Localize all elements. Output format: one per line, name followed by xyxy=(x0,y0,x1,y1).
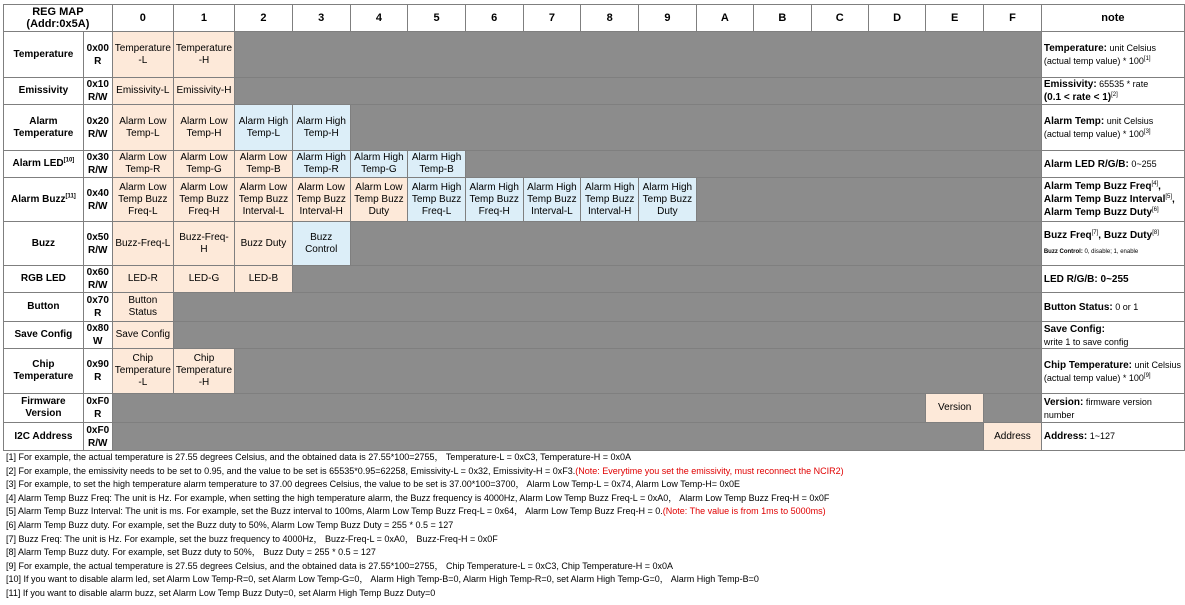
register-row xyxy=(4,222,1185,266)
register-name xyxy=(4,423,84,451)
register-cell: LED-B xyxy=(235,266,293,293)
footnote-text: [11] If you want to disable alarm buzz, set Alarm Low Temp Buzz Duty=0, set Alarm High Temp Buzz Duty=0 xyxy=(6,587,436,598)
register-name-text: Alarm LED xyxy=(12,158,64,169)
register-cell: Alarm High Temp-H xyxy=(292,105,350,151)
register-name-text: Firmware Version xyxy=(21,396,66,419)
address-value: 0x70 xyxy=(86,295,109,306)
footnote-text: [3] For example, to set the high temperature alarm temperature to 37.00 degrees Celsius, the value to be set is 37.00*100=3700， Alarm Low Temp-L = 0x74, Alarm Low Temp-H= 0x0E xyxy=(6,479,740,490)
footnote-line xyxy=(6,519,1181,533)
footnote-ref: [8] xyxy=(1152,230,1159,236)
unused-cells xyxy=(173,293,1041,322)
register-cell: LED-G xyxy=(173,266,234,293)
address-value: 0x60 xyxy=(86,267,109,278)
footnote-ref: [3] xyxy=(1143,129,1151,135)
note-line xyxy=(1044,115,1182,128)
register-cell: Buzz-Freq-H xyxy=(173,222,234,266)
footnote-text: [2] For example, the emissivity needs to be set to 0.95, and the value to be set is 65535*0.95=62258, Emissivity-L = 0x32, Emissivity-H = 0xF3. xyxy=(6,465,576,476)
column-header: 7 xyxy=(523,5,581,32)
footnote-text: [10] If you want to disable alarm led, set Alarm Low Temp-R=0, set Alarm Low Temp-G=0， Alarm High Temp-B=0, Alarm High Temp-R=0, set Alarm High Temp-G=0， Alarm High Temp-B=0 xyxy=(6,574,759,585)
note-line xyxy=(1044,336,1182,348)
header-title: REG MAP (Addr:0x5A) xyxy=(4,5,113,32)
note-line xyxy=(1044,180,1182,219)
note-text: unit Celsius xyxy=(1104,116,1154,126)
note-line xyxy=(1044,229,1182,242)
register-name xyxy=(4,151,84,178)
footnote-line xyxy=(6,560,1181,574)
register-row xyxy=(4,266,1185,293)
register-cell: Alarm Low Temp-R xyxy=(112,151,173,178)
register-address xyxy=(83,32,112,78)
address-value: 0x90 xyxy=(86,359,109,370)
column-header: A xyxy=(696,5,753,32)
register-note xyxy=(1041,322,1184,349)
register-row xyxy=(4,322,1185,349)
register-address xyxy=(83,78,112,105)
note-title: Save Config: xyxy=(1043,323,1105,335)
register-cell: Alarm Low Temp Buzz Interval-H xyxy=(292,178,350,222)
access-mode: R/W xyxy=(88,280,108,291)
footnote-text: [7] Buzz Freq: The unit is Hz. For example, set the buzz frequency to 4000Hz， Buzz-Freq-L = 0xA0， Buzz-Freq-H = 0x0F xyxy=(6,533,498,544)
register-address xyxy=(83,349,112,394)
footnote-text: [9] For example, the actual temperature is 27.55 degrees Celsius, and the obtained data is 27.55*100=2755， Chip Temperature-L = 0xC3, Chip Temperature-H = 0x0A xyxy=(6,560,673,571)
note-title: Buzz Control: xyxy=(1043,249,1083,255)
address-value: 0x50 xyxy=(86,231,109,243)
register-note xyxy=(1041,178,1184,222)
register-cell: LED-R xyxy=(112,266,173,293)
note-line xyxy=(1044,409,1182,421)
note-text: (actual temp value) * 100 xyxy=(1043,56,1144,66)
footnote-text: [1] For example, the actual temperature is 27.55 degrees Celsius, and the obtained data is 27.55*100=2755， Temperature-L = 0xC3, Temperature-H = 0x0A xyxy=(6,452,631,462)
column-header: 8 xyxy=(581,5,639,32)
register-row xyxy=(4,423,1185,451)
footnote-ref: [11] xyxy=(65,193,76,200)
register-row xyxy=(4,349,1185,394)
footnote-line xyxy=(6,478,1181,492)
address-value: 0x30 xyxy=(86,152,109,163)
access-mode: R/W xyxy=(88,200,108,212)
register-name xyxy=(4,178,84,222)
register-name xyxy=(4,105,84,151)
register-note xyxy=(1041,293,1184,322)
note-line xyxy=(1044,372,1182,384)
footnote-line xyxy=(6,546,1181,560)
footnote-line xyxy=(6,573,1181,587)
address-value: 0x00 xyxy=(86,42,109,54)
column-header: D xyxy=(868,5,925,32)
register-name xyxy=(4,78,84,105)
register-cell: Chip Temperature -H xyxy=(173,349,234,394)
register-cell: Emissivity-H xyxy=(173,78,234,105)
access-mode: R/W xyxy=(88,165,108,176)
footnote-warning: (Note: The value is from 1ms to 5000ms) xyxy=(662,506,826,517)
register-name xyxy=(4,293,84,322)
register-note xyxy=(1041,32,1184,78)
register-map-table xyxy=(3,4,1185,451)
register-row xyxy=(4,151,1185,178)
register-note xyxy=(1041,423,1184,451)
footnote-ref: [5] xyxy=(1165,194,1173,200)
register-name-text: RGB LED xyxy=(20,273,66,284)
note-line xyxy=(1044,128,1182,140)
footnote-ref: [7] xyxy=(1091,230,1099,236)
register-cell: Alarm High Temp-R xyxy=(292,151,350,178)
note-title: Emissivity: xyxy=(1043,79,1097,90)
register-cell: Emissivity-L xyxy=(112,78,173,105)
note-text: 1~127 xyxy=(1087,431,1115,441)
footnote-text: [5] Alarm Temp Buzz Interval: The unit is ms. For example, set the Buzz interval to 100ms, Alarm Low Temp Buzz Freq-L = 0x64， Alarm Low Temp Buzz Freq-H = 0. xyxy=(6,506,663,517)
unused-cells xyxy=(235,349,1042,394)
access-mode: R xyxy=(94,55,102,67)
unused-cells xyxy=(112,394,926,423)
footnote-warning: (Note: Everytime you set the emissivity, must reconnect the NCIR2) xyxy=(575,465,844,476)
note-text: firmware version xyxy=(1083,396,1152,407)
note-line xyxy=(1044,91,1182,104)
footnote-text: [4] Alarm Temp Buzz Freq: The unit is Hz. For example, when setting the high temperature alarm, the Buzz frequency is 4000Hz, Alarm Low Temp Buzz Freq-L = 0xA0， Alarm Low Temp Buzz Freq-H = 0x0F xyxy=(6,492,830,503)
address-value: 0x80 xyxy=(86,323,109,334)
register-name-text: Chip Temperature xyxy=(13,359,74,382)
column-header: 5 xyxy=(408,5,466,32)
address-value: 0x20 xyxy=(86,115,109,127)
register-row xyxy=(4,293,1185,322)
register-name xyxy=(4,266,84,293)
address-value: 0x40 xyxy=(86,187,109,199)
note-text: number xyxy=(1043,409,1075,420)
register-cell: Alarm Low Temp-L xyxy=(112,105,173,151)
note-title: Alarm Temp Buzz Freq xyxy=(1043,181,1152,192)
note-text: unit Celsius xyxy=(1132,359,1182,370)
note-line xyxy=(1044,78,1182,91)
register-row xyxy=(4,78,1185,105)
register-name-text: Buzz xyxy=(31,237,56,249)
note-text: unit Celsius xyxy=(1107,43,1157,53)
access-mode: R/W xyxy=(88,244,108,256)
note-title: Version: xyxy=(1043,396,1084,408)
address-value: 0xF0 xyxy=(86,396,110,407)
note-line xyxy=(1044,396,1182,409)
note-title: Alarm Temp: xyxy=(1043,116,1105,127)
column-header: E xyxy=(926,5,984,32)
register-cell: Alarm Low Temp-H xyxy=(173,105,234,151)
footnote-line xyxy=(6,492,1181,506)
footnote-line xyxy=(6,465,1181,479)
note-title: Address: xyxy=(1043,431,1088,442)
footnote-ref: [9] xyxy=(1143,372,1151,379)
register-row xyxy=(4,178,1185,222)
register-cell: Alarm High Temp-L xyxy=(235,105,293,151)
register-note xyxy=(1041,105,1184,151)
note-text: write 1 to save config xyxy=(1043,336,1129,347)
unused-cells xyxy=(350,105,1041,151)
footnote-text: [8] Alarm Temp Buzz duty. For example, set Buzz duty to 50%， Buzz Duty = 255 * 0.5 = 127 xyxy=(6,547,376,558)
register-name xyxy=(4,32,84,78)
register-cell: Alarm Low Temp Buzz Freq-H xyxy=(173,178,234,222)
note-line xyxy=(1044,301,1182,314)
register-cell: Alarm Low Temp-G xyxy=(173,151,234,178)
column-header: 4 xyxy=(350,5,408,32)
footnote-text: [6] Alarm Temp Buzz duty. For example, set the Buzz duty to 50%, Alarm Low Temp Buzz Duty = 255 * 0.5 = 127 xyxy=(6,519,454,530)
footnote-ref: [10] xyxy=(63,157,75,164)
note-text: (actual temp value) * 100 xyxy=(1043,372,1144,383)
register-address xyxy=(83,266,112,293)
column-header: 6 xyxy=(465,5,523,32)
register-address xyxy=(83,394,112,423)
footnote-ref: [1] xyxy=(1143,56,1151,62)
footnote-line xyxy=(6,587,1181,601)
register-cell: Alarm Low Temp-B xyxy=(235,151,293,178)
footnote-line xyxy=(6,451,1181,465)
unused-cells xyxy=(350,222,1041,266)
unused-cells xyxy=(465,151,1041,178)
access-mode: R xyxy=(94,372,102,383)
register-cell: Alarm Low Temp Buzz Duty xyxy=(350,178,408,222)
address-value: 0x10 xyxy=(86,79,109,90)
access-mode: R/W xyxy=(88,92,108,103)
column-header: 0 xyxy=(112,5,173,32)
footnote-line xyxy=(6,505,1181,519)
register-cell: Alarm High Temp-B xyxy=(408,151,466,178)
register-name-text: Alarm Temperature xyxy=(13,115,74,139)
unused-cells xyxy=(984,394,1042,423)
note-text: 65535 * rate xyxy=(1096,79,1149,89)
footnote-ref: [2] xyxy=(1111,92,1118,98)
register-cell: Buzz Duty xyxy=(235,222,293,266)
unused-cells xyxy=(292,266,1041,293)
unused-cells xyxy=(112,423,983,451)
column-header: 1 xyxy=(173,5,234,32)
header-row xyxy=(4,5,1185,32)
register-address xyxy=(83,293,112,322)
note-title: Button Status: xyxy=(1043,301,1113,313)
footnote-ref: [4] xyxy=(1151,181,1159,187)
note-line xyxy=(1044,246,1182,258)
register-name-text: Button xyxy=(27,301,60,312)
register-address xyxy=(83,105,112,151)
register-address xyxy=(83,423,112,451)
register-cell: Version xyxy=(926,394,984,423)
note-title: Temperature: xyxy=(1043,43,1108,54)
note-title: Buzz Freq xyxy=(1043,230,1092,241)
note-text: 0 or 1 xyxy=(1112,301,1139,312)
register-cell: Address xyxy=(984,423,1042,451)
access-mode: R/W xyxy=(88,437,108,449)
access-mode: W xyxy=(93,336,103,347)
note-title: , Alarm Temp Buzz Interval xyxy=(1043,181,1166,205)
unused-cells xyxy=(173,322,1041,349)
register-name xyxy=(4,322,84,349)
register-name-text: Emissivity xyxy=(18,85,69,96)
note-title: Alarm LED R/G/B: xyxy=(1043,158,1129,170)
unused-cells xyxy=(696,178,1041,222)
note-line xyxy=(1044,323,1182,336)
register-cell: Temperature -L xyxy=(112,32,173,78)
access-mode: R xyxy=(94,409,102,420)
register-note xyxy=(1041,266,1184,293)
note-text: (actual temp value) * 100 xyxy=(1043,129,1144,139)
note-line xyxy=(1044,359,1182,372)
unused-cells xyxy=(235,78,1042,105)
column-header: F xyxy=(984,5,1042,32)
register-cell: Temperature -H xyxy=(173,32,234,78)
note-text: 0~255 xyxy=(1128,158,1157,169)
register-cell: Alarm High Temp Buzz Interval-H xyxy=(581,178,639,222)
note-line xyxy=(1044,430,1182,443)
register-cell: Alarm High Temp Buzz Interval-L xyxy=(523,178,581,222)
register-name-text: Temperature xyxy=(13,48,74,60)
note-title: , Buzz Duty xyxy=(1098,230,1153,241)
register-note xyxy=(1041,394,1184,423)
register-cell: Button Status xyxy=(112,293,173,322)
register-row xyxy=(4,394,1185,423)
register-cell: Alarm High Temp Buzz Duty xyxy=(639,178,697,222)
register-note xyxy=(1041,151,1184,178)
column-header: C xyxy=(811,5,868,32)
note-text: 0, disable; 1, enable xyxy=(1082,249,1139,255)
register-address xyxy=(83,222,112,266)
register-cell: Buzz-Freq-L xyxy=(112,222,173,266)
footnote-ref: [6] xyxy=(1152,207,1159,213)
register-cell: Alarm High Temp Buzz Freq-L xyxy=(408,178,466,222)
footnotes xyxy=(6,451,1181,601)
access-mode: R/W xyxy=(88,128,108,140)
register-name xyxy=(4,394,84,423)
register-note xyxy=(1041,222,1184,266)
address-value: 0xF0 xyxy=(86,424,110,436)
register-row xyxy=(4,32,1185,78)
register-cell: Alarm High Temp Buzz Freq-H xyxy=(465,178,523,222)
register-name xyxy=(4,222,84,266)
column-header: 3 xyxy=(292,5,350,32)
register-name-text: Save Config xyxy=(14,329,73,340)
note-title: LED R/G/B: 0~255 xyxy=(1043,273,1129,285)
column-header: 2 xyxy=(235,5,293,32)
register-name xyxy=(4,349,84,394)
register-cell: Buzz Control xyxy=(292,222,350,266)
register-row xyxy=(4,105,1185,151)
note-header: note xyxy=(1041,5,1184,32)
register-cell: Alarm Low Temp Buzz Freq-L xyxy=(112,178,173,222)
column-header: 9 xyxy=(639,5,697,32)
unused-cells xyxy=(235,32,1042,78)
footnote-line xyxy=(6,533,1181,547)
note-line xyxy=(1044,158,1182,171)
note-line xyxy=(1044,42,1182,55)
note-line xyxy=(1044,273,1182,286)
note-line xyxy=(1044,55,1182,67)
register-address xyxy=(83,178,112,222)
register-note xyxy=(1041,78,1184,105)
register-cell: Chip Temperature -L xyxy=(112,349,173,394)
note-title: , Alarm Temp Buzz Duty xyxy=(1043,194,1175,218)
register-name-text: I2C Address xyxy=(14,430,73,442)
register-cell: Save Config xyxy=(112,322,173,349)
column-header: B xyxy=(754,5,811,32)
register-address xyxy=(83,151,112,178)
register-address xyxy=(83,322,112,349)
register-cell: Alarm Low Temp Buzz Interval-L xyxy=(235,178,293,222)
register-name-text: Alarm Buzz xyxy=(11,193,66,205)
note-text: (0.1 < rate < 1) xyxy=(1043,92,1112,103)
register-cell: Alarm High Temp-G xyxy=(350,151,408,178)
note-title: Chip Temperature: xyxy=(1043,359,1133,371)
register-note xyxy=(1041,349,1184,394)
access-mode: R xyxy=(94,308,102,319)
